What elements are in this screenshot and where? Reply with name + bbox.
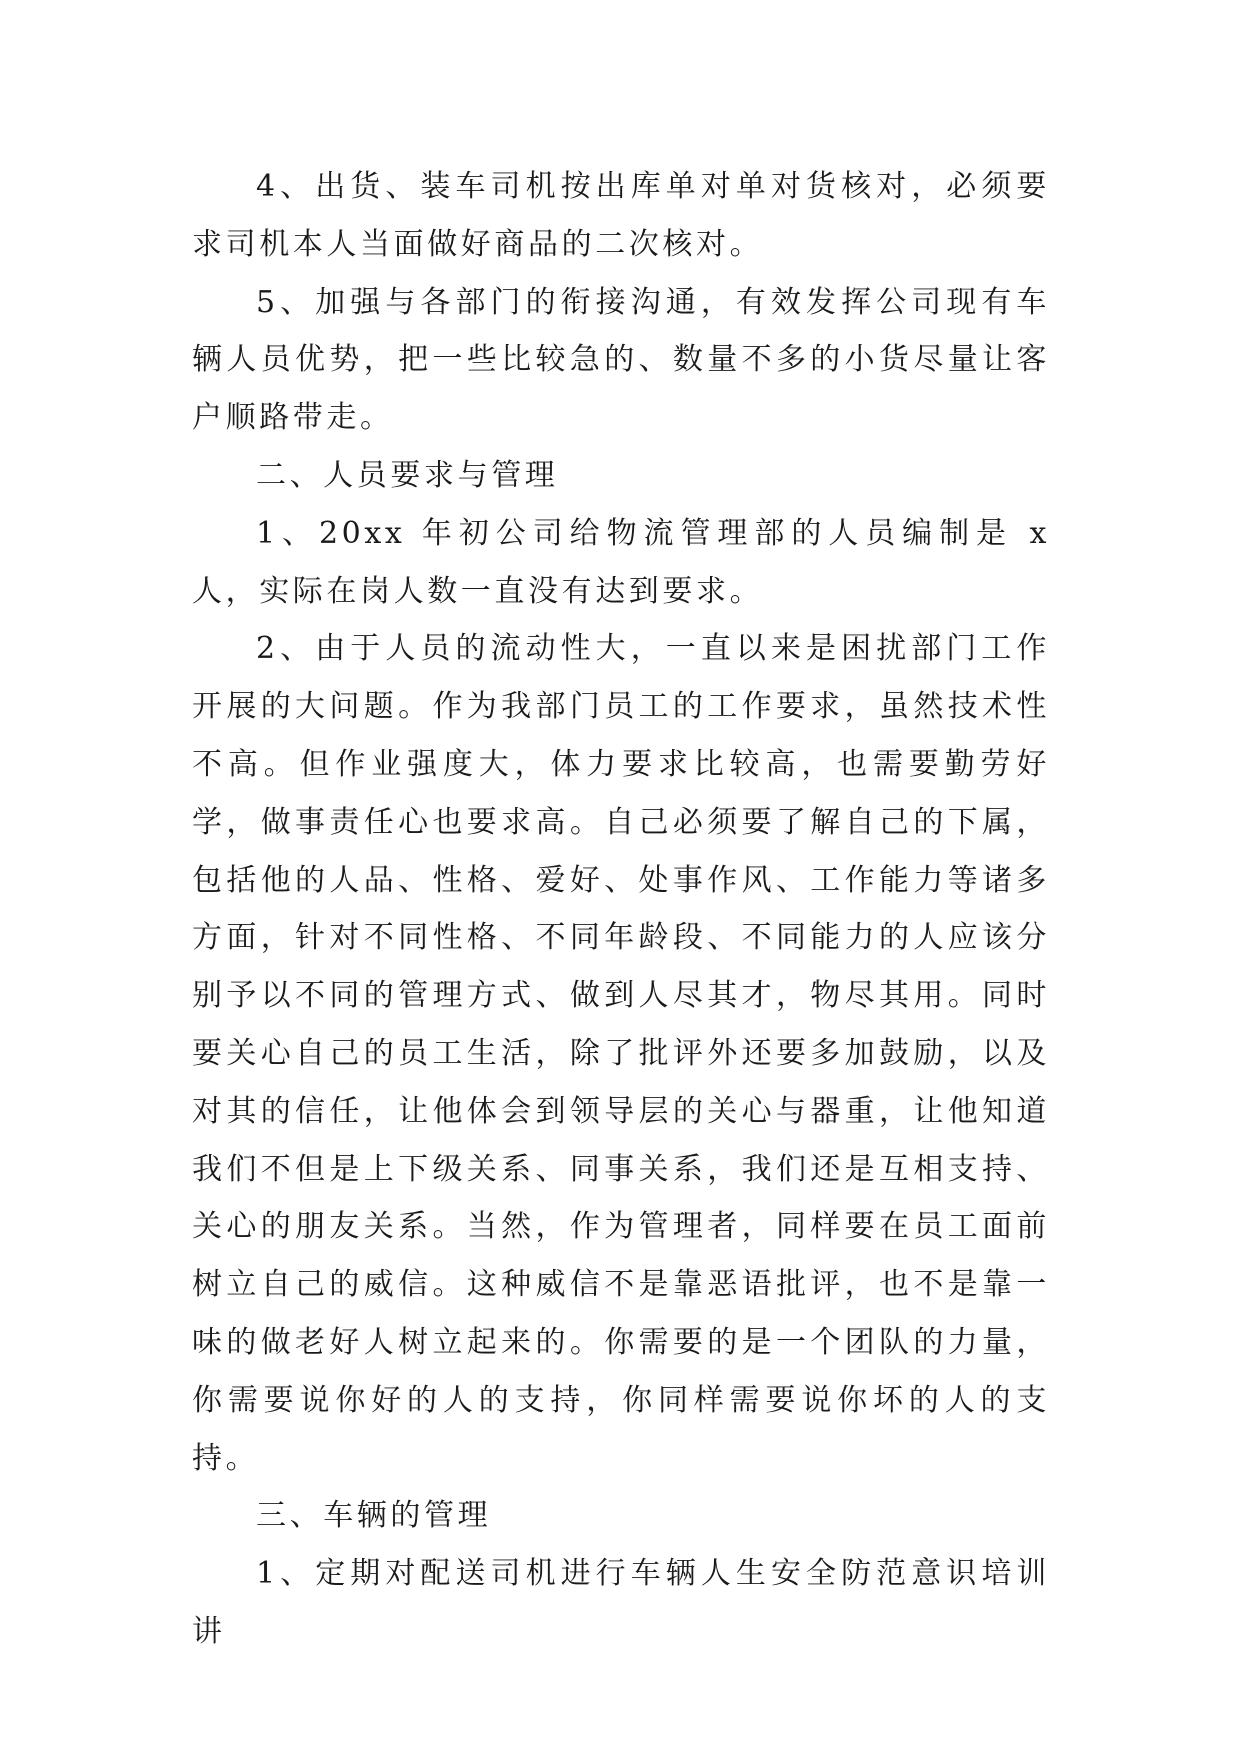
document-page (192, 158, 1050, 1661)
paragraph-item-4-shipping-check: 4、出货、装车司机按出库单对单对货核对，必须要求司机本人当面做好商品的二次核对。 (192, 169, 1050, 262)
section-heading-personnel: 二、人员要求与管理 (256, 457, 559, 493)
paragraph-item-5-department-communication: 5、加强与各部门的衔接沟通，有效发挥公司现有车辆人员优势，把一些比较急的、数量不多的小货尽量让客户顺路带走。 (192, 284, 1050, 436)
paragraph-vehicles-item-1: 1、定期对配送司机进行车辆人生安全防范意识培训讲 (192, 1556, 1050, 1649)
paragraph-personnel-item-2: 2、由于人员的流动性大，一直以来是困扰部门工作开展的大问题。作为我部门员工的工作要求，虽然技术性不高。但作业强度大，体力要求比较高，也需要勤劳好学，做事责任心也要求高。自己必须要了解自己的下属，包括他的人品、性格、爱好、处事作风、工作能力等诸多方面，针对不同性格、不同年龄段、不同能力的人应该分别予以不同的管理方式、做到人尽其才，物尽其用。同时要关心自己的员工生活，除了批评外还要多加鼓励，以及对其的信任，让他体会到领导层的关心与器重，让他知道我们不但是上下级关系、同事关系，我们还是互相支持、关心的朋友关系。当然，作为管理者，同样要在员工面前树立自己的威信。这种威信不是靠恶语批评，也不是靠一味的做老好人树立起来的。你需要的是一个团队的力量，你需要说你好的人的支持，你同样需要说你坏的人的支持。 (192, 631, 1050, 1476)
section-heading-vehicles: 三、车辆的管理 (256, 1498, 492, 1534)
paragraph-personnel-item-1: 1、20xx 年初公司给物流管理部的人员编制是 x 人，实际在岗人数一直没有达到要求。 (192, 515, 1050, 609)
